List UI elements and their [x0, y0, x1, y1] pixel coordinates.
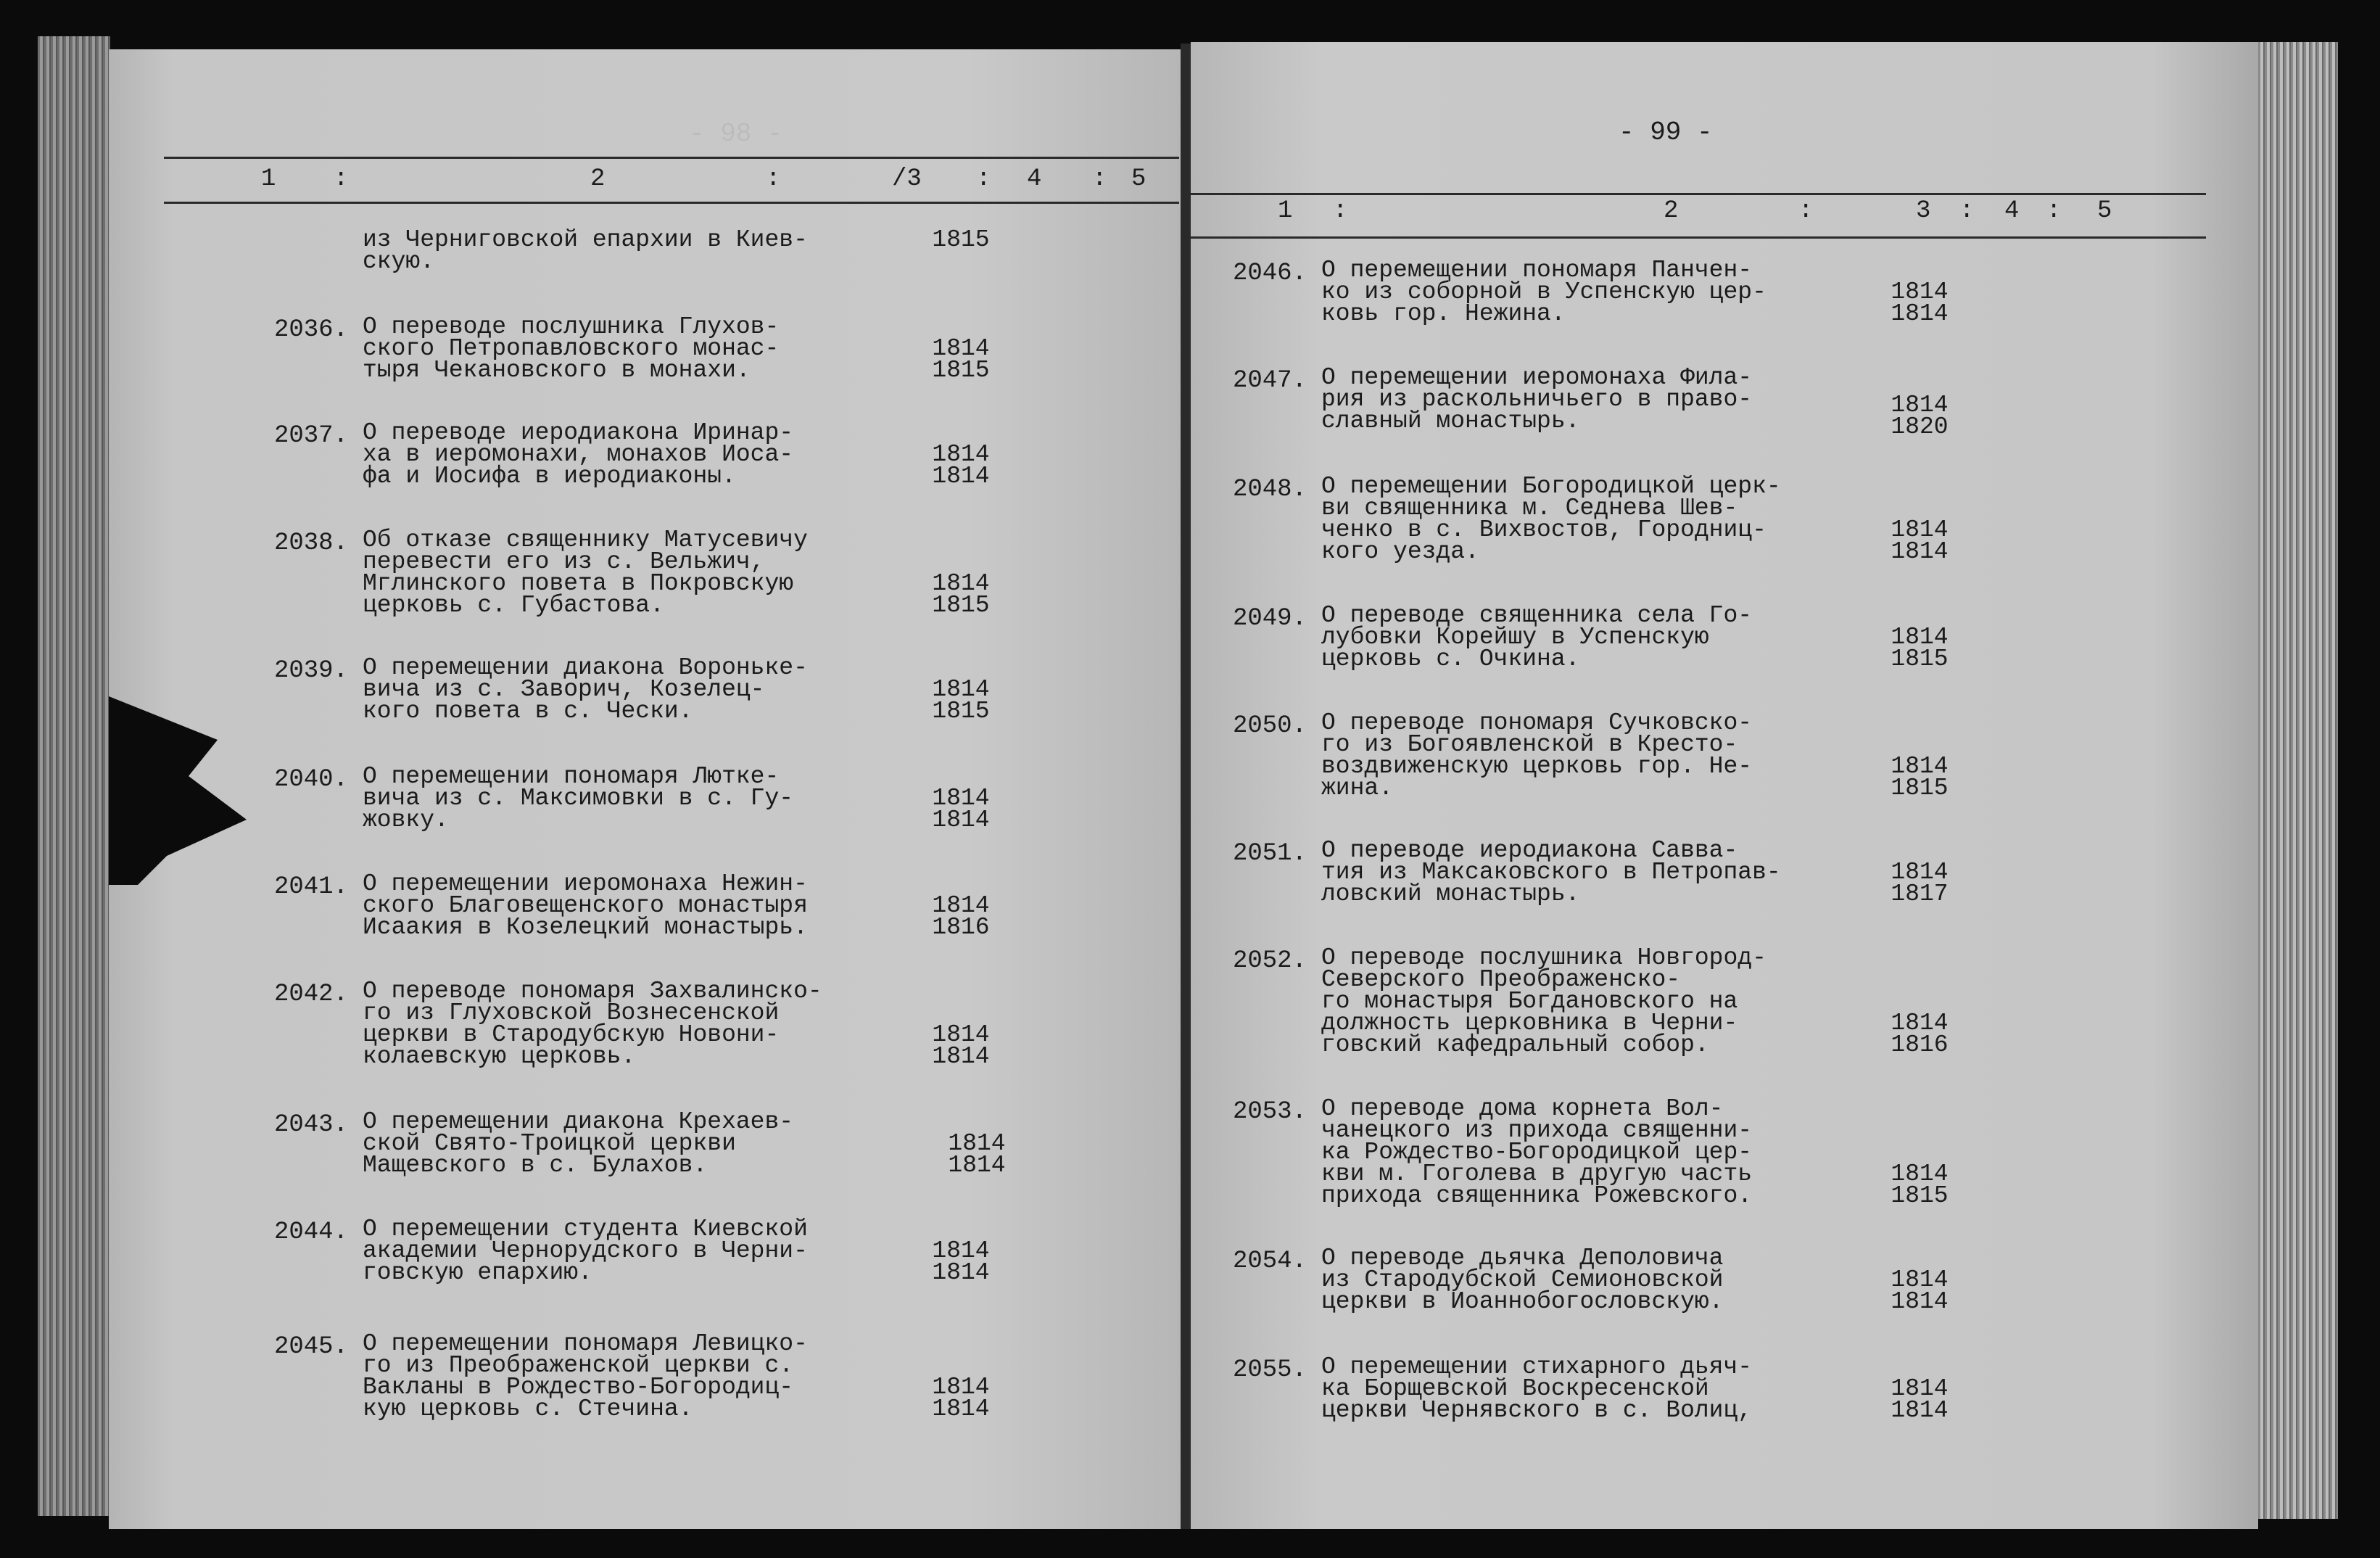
entry-text: О перемещении иеромонаха Фила- рия из раскольничьего в право- славный монастырь.: [1321, 364, 1753, 434]
entry-years: 1814 1814: [932, 1237, 990, 1286]
entry-number: 2039.: [273, 657, 348, 685]
entry-years: 1814 1814: [932, 1021, 990, 1070]
entry-2053: [1198, 1095, 2242, 1243]
entry-text: О перемещении диакона Вороньке- вича из с. Заворич, Козелец- кого повета в с. Чески.: [363, 654, 808, 725]
header-rule-top: [164, 157, 1179, 159]
entry-years: 1814 1815: [932, 676, 990, 725]
page-number: - 99 -: [1619, 118, 1713, 147]
header-rule-bottom: [164, 202, 1179, 204]
entry-number: 2040.: [273, 766, 348, 794]
entry-number: 2050.: [1232, 712, 1307, 740]
entry-text: О перемещении диакона Крехаев- ской Свято-Троицкой церкви Мащевского в с. Булахов.: [363, 1108, 794, 1179]
column-header: 1: [1278, 197, 1293, 225]
entry-years: 1814 1814: [948, 1130, 1006, 1179]
entry-years: 1814 1814: [932, 441, 990, 490]
column-separator: :: [1798, 197, 1814, 225]
entry-text: О перемещении иеромонаха Нежин- ского Благовещенского монастыря Исаакия в Козелецкий монастырь.: [363, 870, 808, 941]
header-rule-bottom: [1191, 236, 2206, 239]
entry-number: 2054.: [1232, 1248, 1307, 1275]
entry-number: 2037.: [273, 422, 348, 450]
entry-text: О перемещении пономаря Левицко- го из Преображенской церкви с. Вакланы в Рождество-Богородиц- кую церковь с. Стечина.: [363, 1330, 808, 1422]
column-header: 5: [2097, 197, 2112, 225]
left-page: [109, 49, 1183, 1529]
entry-text: О перемещении студента Киевской академии Чернорудского в Черни- говскую епархию.: [363, 1216, 808, 1286]
column-header: 4: [1027, 165, 1042, 193]
entry-years: 1814 1815: [1891, 624, 1949, 672]
ghost-page-number: - 98 -: [689, 119, 783, 149]
entry-years: 1815: [932, 226, 990, 253]
entry-text: О переводе послушника Глухов- ского Петропавловского монас- тыря Чекановского в монахи.: [363, 313, 780, 384]
column-header: 5: [1131, 165, 1146, 193]
entry-number: 2043.: [273, 1111, 348, 1139]
entry-years: 1814 1817: [1891, 859, 1949, 907]
entry-number: 2047.: [1232, 367, 1307, 395]
entry-years: 1814 1815: [1891, 1161, 1949, 1209]
entry-years: 1814 1816: [932, 892, 990, 941]
column-header: 2: [590, 165, 606, 193]
entry-text: О переводе священника села Го- лубовки Корейшу в Успенскую церковь с. Очкина.: [1321, 602, 1753, 672]
entry-years: 1814 1814: [1891, 279, 1949, 327]
entry-2045: [239, 1330, 1284, 1478]
column-separator: :: [1959, 197, 1975, 225]
column-separator: :: [1333, 197, 1348, 225]
entry-number: 2048.: [1232, 476, 1307, 503]
entry-number: 2053.: [1232, 1098, 1307, 1126]
entry-2042: [239, 978, 1284, 1126]
column-separator: :: [1092, 165, 1107, 193]
entry-years: 1814 1814: [932, 785, 990, 833]
entry-text: О перемещении пономаря Панчен- ко из соборной в Успенскую цер- ковь гор. Нежина.: [1321, 257, 1767, 327]
column-separator: :: [334, 165, 349, 193]
entry-text: О перемещении Богородицкой церк- ви священника м. Седнева Шев- ченко в с. Вихвостов, Городниц- кого уезда.: [1321, 473, 1781, 565]
entry-text: О перемещении пономаря Лютке- вича из с. Максимовки в с. Гу- жовку.: [363, 763, 794, 833]
entry-number: 2041.: [273, 873, 348, 901]
entry-years: 1814 1814: [932, 1374, 990, 1422]
column-header: 4: [2004, 197, 2020, 225]
entry-text: из Черниговской епархии в Киев- скую.: [363, 226, 808, 275]
entry-years: 1814 1820: [1891, 392, 1949, 440]
entry-number: 2051.: [1232, 840, 1307, 867]
entry-2055: [1198, 1353, 2242, 1501]
column-header: 3: [1916, 197, 1931, 225]
entry-2038: [239, 529, 1284, 675]
entry-years: 1814 1815: [1891, 753, 1949, 801]
entry-years: 1814 1814: [1891, 516, 1949, 565]
book-right-edge: [2258, 42, 2338, 1519]
entry-number: 2036.: [273, 316, 348, 344]
entry-years: 1814 1814: [1891, 1266, 1949, 1315]
entry-years: 1814 1814: [1891, 1375, 1949, 1424]
entry-years: 1814 1815: [932, 335, 990, 384]
entry-number: 2038.: [273, 529, 348, 557]
entry-number: 2055.: [1232, 1356, 1307, 1384]
entry-number: 2049.: [1232, 605, 1307, 632]
right-page: [1191, 42, 2258, 1529]
entry-2050: [1198, 709, 2242, 857]
entry-text: О переводе иеродиакона Иринар- ха в иеромонахи, монахов Иоса- фа и Иосифа в иеродиаконы.: [363, 419, 794, 490]
entry-text: О переводе послушника Новгород- Северского Преображенско- го монастыря Богдановского на должность церковника в Черни- говский кафедральный собор.: [1321, 944, 1767, 1058]
entry-2052: [1198, 944, 2242, 1092]
column-separator: :: [766, 165, 781, 193]
entry-text: О перемещении стихарного дьяч- ка Борщевской Воскресенской церкви Чернявского в с. Волиц,: [1321, 1353, 1753, 1424]
entry-number: 2042.: [273, 981, 348, 1008]
column-header: 1: [261, 165, 276, 193]
column-separator: :: [2046, 197, 2062, 225]
entry-text: Об отказе священнику Матусевичу перевести его из с. Вельжич, Мглинского повета в Покровскую церковь с. Губастова.: [363, 527, 808, 619]
entry-years: 1814 1815: [932, 570, 990, 619]
entry-number: 2046.: [1232, 260, 1307, 287]
page-tear: [109, 696, 247, 885]
entry-number: 2052.: [1232, 947, 1307, 975]
entry-text: О переводе дьячка Деполовича из Стародубской Семионовской церкви в Иоаннобогословскую.: [1321, 1245, 1724, 1315]
header-rule-top: [1191, 193, 2206, 195]
entry-number: 2045.: [273, 1333, 348, 1361]
entry-text: О переводе иеродиакона Савва- тия из Максаковского в Петропав- ловский монастырь.: [1321, 837, 1781, 907]
entry-2048: [1198, 473, 2242, 621]
book-left-edge: [38, 36, 110, 1516]
column-header: /3: [892, 165, 922, 193]
entry-text: О переводе пономаря Захвалинско- го из Глуховской Вознесенской церкви в Стародубскую Новони- колаевскую церковь.: [363, 978, 822, 1070]
column-separator: :: [976, 165, 991, 193]
column-header: 2: [1664, 197, 1679, 225]
entry-text: О переводе дома корнета Вол- чанецкого из прихода священни- ка Рождество-Богородицкой цер- кви м. Гоголева в другую часть прихода священника Рожевского.: [1321, 1095, 1753, 1209]
entry-number: 2044.: [273, 1219, 348, 1246]
entry-years: 1814 1816: [1891, 1010, 1949, 1058]
entry-text: О переводе пономаря Сучковско- го из Богоявленской в Кресто- воздвиженскую церковь гор. Не- жина.: [1321, 709, 1753, 801]
